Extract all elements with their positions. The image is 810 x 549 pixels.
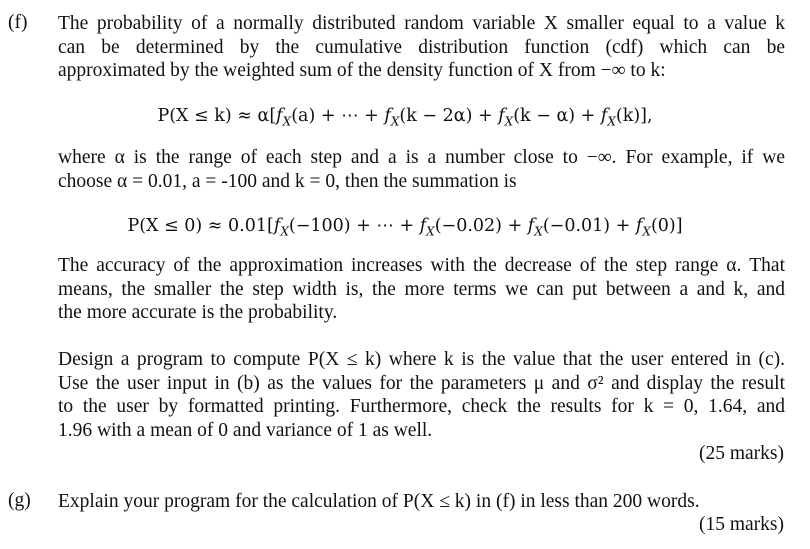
- design-line: 1.96 with a mean of 0 and variance of 1 as well.: [58, 419, 433, 441]
- design-line: Design a program to compute P(X ≤ k) where k is the value that the user entered in (c).: [58, 349, 785, 370]
- intro-line: can be determined by the cumulative distribution function (cdf) which can be: [58, 36, 785, 58]
- accuracy-line: The accuracy of the approximation increases with the decrease of the step range α. That: [58, 255, 785, 276]
- part-g-label: (g): [8, 490, 31, 511]
- accuracy-line: the more accurate is the probability.: [58, 302, 338, 323]
- part-f-label: (f): [8, 12, 28, 33]
- part-g-question: Explain your program for the calculation of P(X ≤ k) in (f) in less than 200 words.: [58, 491, 700, 512]
- intro-line: The probability of a normally distributed random variable X smaller equal to a value k: [58, 13, 785, 34]
- equation-general: $P(X \le k) \approx \alpha[f_X(a)$ + ⋯ + $f_X(k - 2\alpha) + f_X(k - \alpha) + f_X(k)$],: [157, 106, 653, 129]
- part-g-marks: (15 marks): [698, 514, 784, 535]
- design-line: to the user by formatted printing. Furthermore, check the results for k = 0, 1.64, and: [58, 396, 785, 417]
- part-g-text: [58, 490, 785, 514]
- part-f-design: [58, 348, 785, 442]
- part-f-example: [58, 146, 785, 193]
- accuracy-line: means, the smaller the step width is, the more terms we can put between a and k, and: [58, 278, 785, 300]
- part-f-marks: (25 marks): [698, 443, 784, 464]
- example-line: choose α = 0.01, a = -100 and k = 0, then the summation is: [58, 170, 517, 192]
- intro-line: approximated by the weighted sum of the density function of X from −∞ to k:: [58, 60, 666, 81]
- part-f-accuracy: [58, 254, 785, 325]
- design-line: Use the user input in (b) as the values for the parameters μ and σ² and display the result: [58, 372, 785, 394]
- example-line: where α is the range of each step and a is a number close to −∞. For example, if we: [58, 147, 785, 168]
- equation-example: $P(X \le 0) \approx 0.01[f_X(-100)$ + ⋯ + $f_X(-0.02) + f_X(-0.01) + f_X(0)$]: [127, 216, 683, 239]
- part-f-intro: [58, 12, 785, 83]
